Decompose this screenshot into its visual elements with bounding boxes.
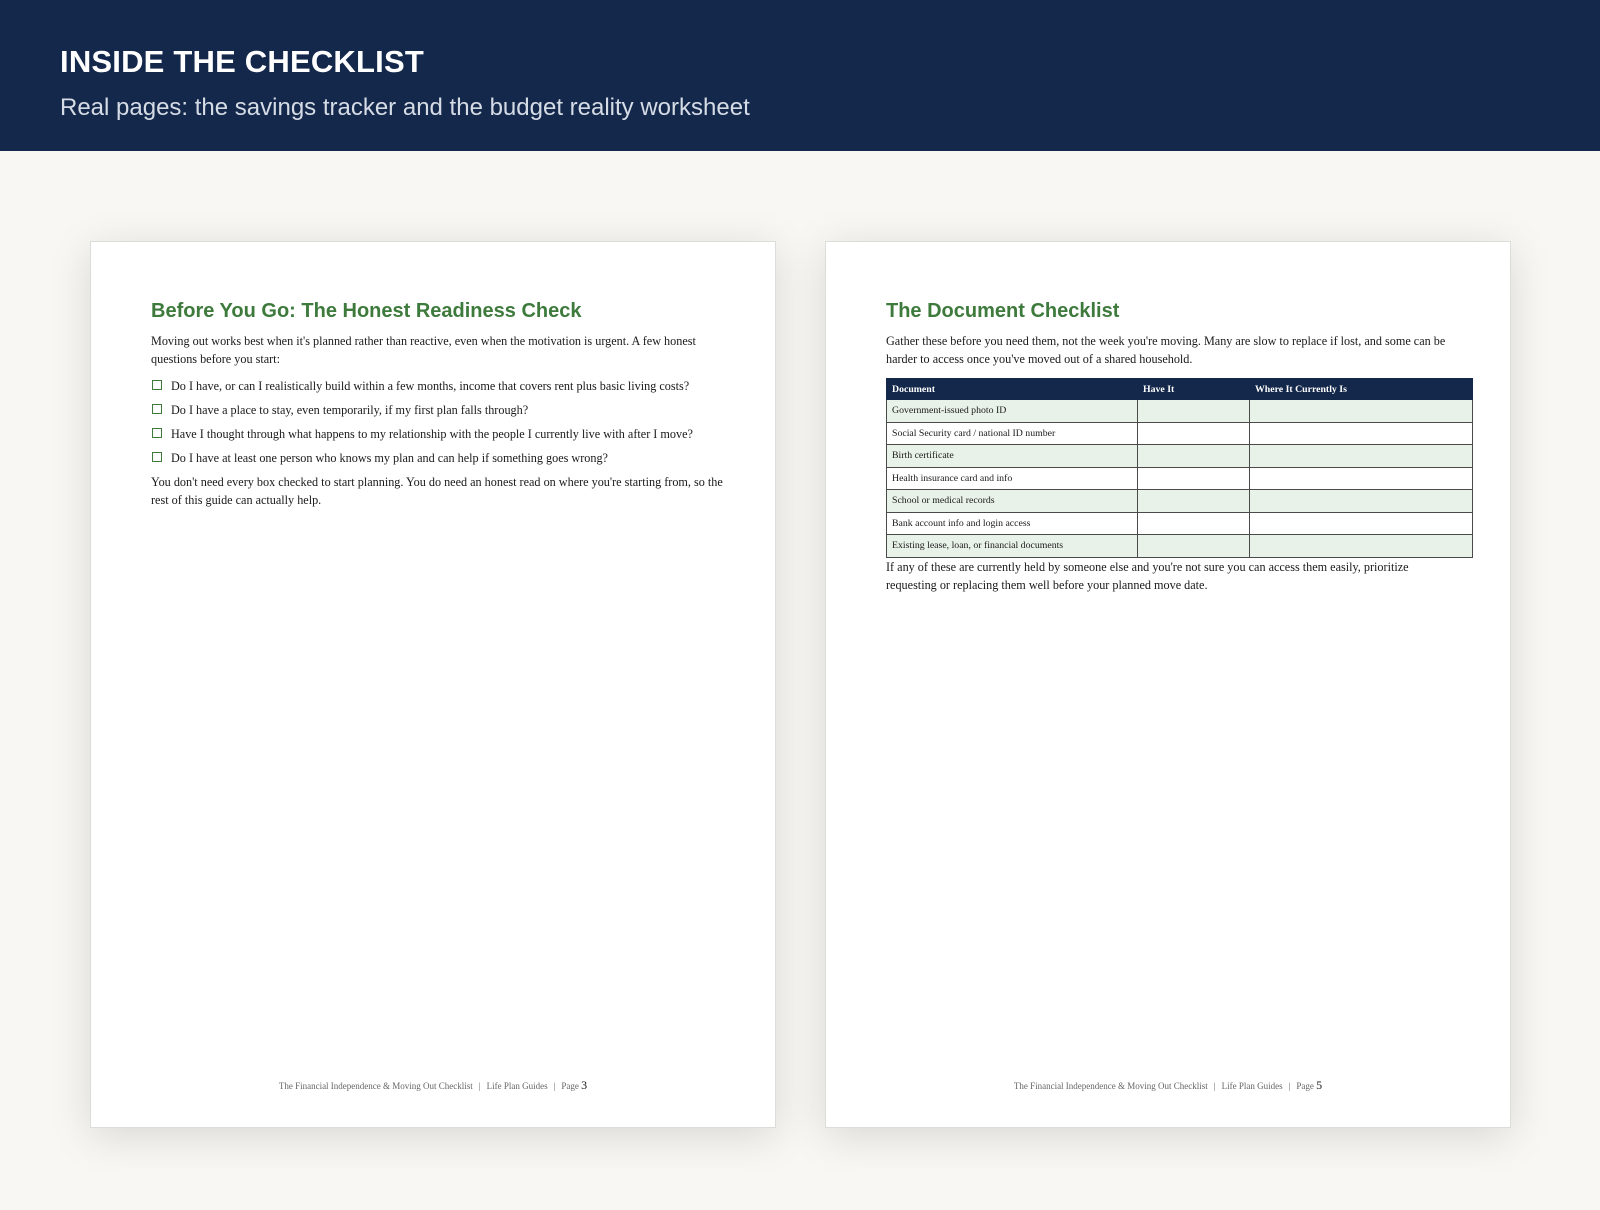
table-cell: School or medical records — [887, 490, 1138, 513]
readiness-checklist — [151, 377, 729, 467]
table-cell — [1138, 400, 1250, 423]
page-footer: The Financial Independence & Moving Out Checklist | Life Plan Guides | Page 5 — [1013, 1078, 1323, 1092]
table-row — [887, 535, 1473, 558]
checklist-item — [151, 401, 729, 419]
page-preview-document-checklist — [825, 241, 1511, 1128]
table-cell — [1138, 445, 1250, 468]
table-row — [887, 422, 1473, 445]
column-header: Document — [887, 379, 1138, 400]
checkbox-icon — [152, 452, 162, 462]
checklist-item-text: Do I have, or can I realistically build within a few months, income that covers rent plus basic living costs? — [171, 379, 690, 393]
table-cell: Government-issued photo ID — [887, 400, 1138, 423]
checkbox-icon — [152, 404, 162, 414]
table-cell: Bank account info and login access — [887, 512, 1138, 535]
closing-paragraph: If any of these are currently held by someone else and you're not sure you can access them easily, prioritize requesting or replacing them well before your planned move date. — [886, 559, 1409, 592]
page-footer: The Financial Independence & Moving Out Checklist | Life Plan Guides | Page 3 — [278, 1078, 588, 1092]
table-row — [887, 490, 1473, 513]
footer-brand: Life Plan Guides — [1221, 1081, 1283, 1091]
page-content — [886, 300, 1464, 594]
table-cell — [1138, 512, 1250, 535]
table-cell: Health insurance card and info — [887, 467, 1138, 490]
footer-book-title: The Financial Independence & Moving Out Checklist — [278, 1081, 473, 1091]
table-cell: Birth certificate — [887, 445, 1138, 468]
table-row — [887, 467, 1473, 490]
intro-paragraph: Moving out works best when it's planned rather than reactive, even when the motivation is urgent. A few honest questions before you start: — [151, 334, 696, 366]
table-cell — [1250, 445, 1473, 468]
page-preview-readiness-check — [90, 241, 776, 1128]
table-cell — [1250, 535, 1473, 558]
table-cell — [1138, 490, 1250, 513]
column-header: Where It Currently Is — [1250, 379, 1473, 400]
table-cell — [1250, 490, 1473, 513]
checklist-item-text: Do I have a place to stay, even temporarily, if my first plan falls through? — [171, 403, 529, 417]
footer-page-number: 3 — [581, 1078, 588, 1092]
checklist-item-text: Have I thought through what happens to my relationship with the people I currently live with after I move? — [171, 427, 693, 441]
table-row — [887, 445, 1473, 468]
table-cell: Existing lease, loan, or financial documents — [887, 535, 1138, 558]
footer-book-title: The Financial Independence & Moving Out Checklist — [1013, 1081, 1208, 1091]
table-cell — [1138, 422, 1250, 445]
document-table — [886, 378, 1473, 558]
table-cell — [1250, 512, 1473, 535]
banner-title: INSIDE THE CHECKLIST — [60, 44, 424, 79]
checklist-item — [151, 377, 729, 395]
table-cell — [1250, 467, 1473, 490]
page-title: The Document Checklist — [886, 300, 1120, 322]
checklist-item — [151, 425, 729, 443]
footer-brand: Life Plan Guides — [486, 1081, 548, 1091]
footer-page-number: 5 — [1316, 1078, 1323, 1092]
checklist-item — [151, 449, 729, 467]
page-content — [151, 300, 729, 509]
checklist-item-text: Do I have at least one person who knows my plan and can help if something goes wrong? — [171, 451, 608, 465]
header-banner — [0, 0, 1600, 151]
table-row — [887, 400, 1473, 423]
table-row — [887, 512, 1473, 535]
footer-page-label: Page — [1296, 1081, 1314, 1091]
page-title: Before You Go: The Honest Readiness Check — [151, 300, 582, 322]
footer-page-label: Page — [561, 1081, 579, 1091]
column-header: Have It — [1138, 379, 1250, 400]
banner-subtitle: Real pages: the savings tracker and the budget reality worksheet — [60, 94, 750, 121]
table-cell — [1138, 535, 1250, 558]
intro-paragraph: Gather these before you need them, not the week you're moving. Many are slow to replace if lost, and some can be harder to access once you've moved out of a shared household. — [886, 334, 1446, 366]
checkbox-icon — [152, 380, 162, 390]
table-cell — [1250, 422, 1473, 445]
closing-paragraph: You don't need every box checked to start planning. You do need an honest read on where you're starting from, so the rest of this guide can actually help. — [151, 475, 723, 507]
table-cell — [1138, 467, 1250, 490]
checkbox-icon — [152, 428, 162, 438]
table-cell — [1250, 400, 1473, 423]
table-header-row — [887, 379, 1473, 400]
table-cell: Social Security card / national ID number — [887, 422, 1138, 445]
